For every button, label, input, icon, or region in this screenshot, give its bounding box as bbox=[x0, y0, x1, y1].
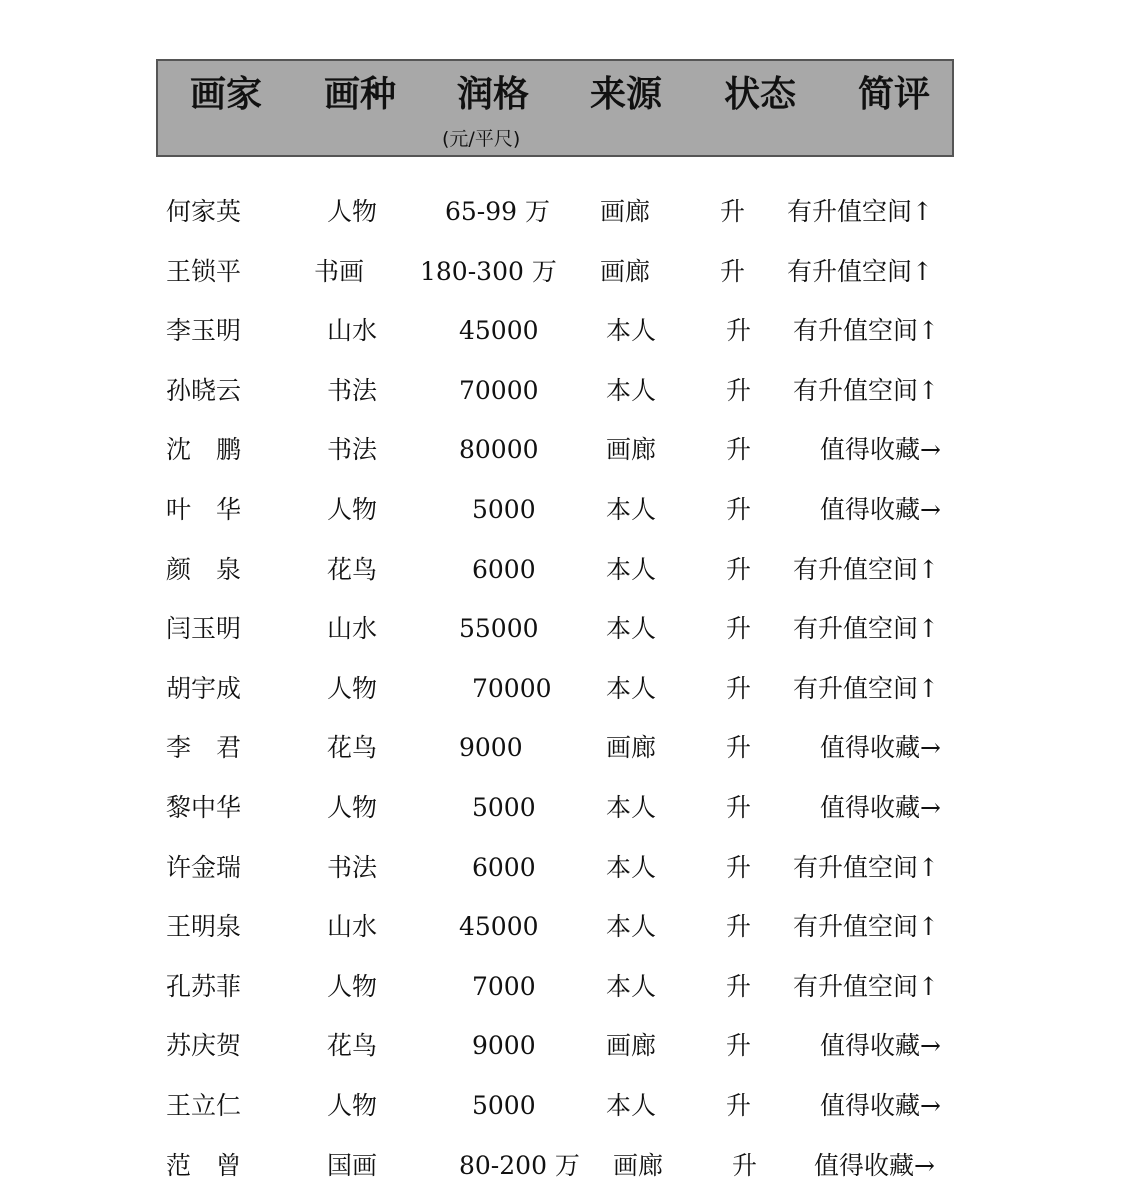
header-source: 来源 bbox=[590, 74, 663, 115]
genre-cell: 花鸟 bbox=[327, 554, 378, 584]
review-cell: 有升值空间↑ bbox=[787, 256, 933, 286]
painter-name-cell: 孔苏菲 bbox=[166, 971, 242, 1001]
price-cell: 5000 bbox=[472, 1090, 536, 1120]
header-status: 状态 bbox=[724, 74, 797, 115]
status-cell: 升 bbox=[720, 197, 746, 226]
table-row bbox=[0, 838, 1126, 898]
genre-cell: 山水 bbox=[327, 614, 378, 644]
painter-name-cell: 沈 鹏 bbox=[166, 435, 242, 465]
painter-name-cell: 王立仁 bbox=[166, 1090, 242, 1120]
status-cell: 升 bbox=[726, 971, 752, 1001]
painter-name-cell: 王明泉 bbox=[166, 912, 242, 942]
genre-cell: 书画 bbox=[314, 256, 365, 286]
painter-name-cell: 何家英 bbox=[166, 197, 242, 226]
review-cell: 有升值空间↑ bbox=[793, 971, 939, 1001]
table-row bbox=[0, 659, 1126, 719]
source-cell: 画廊 bbox=[606, 733, 657, 763]
review-cell: 值得收藏→ bbox=[820, 494, 941, 524]
table-row bbox=[0, 361, 1126, 421]
painter-name-cell: 许金瑞 bbox=[166, 852, 242, 882]
source-cell: 画廊 bbox=[600, 256, 651, 286]
genre-cell: 人物 bbox=[327, 971, 378, 1001]
status-cell: 升 bbox=[726, 494, 752, 524]
table-row bbox=[0, 599, 1126, 659]
source-cell: 画廊 bbox=[606, 1031, 657, 1061]
source-cell: 本人 bbox=[606, 912, 657, 942]
table-row bbox=[0, 718, 1126, 778]
source-cell: 本人 bbox=[606, 1090, 657, 1120]
price-cell: 5000 bbox=[472, 494, 536, 524]
price-cell: 70000 bbox=[472, 673, 552, 703]
painter-name-cell: 王锁平 bbox=[166, 256, 242, 286]
status-cell: 升 bbox=[726, 435, 752, 465]
price-cell: 45000 bbox=[459, 316, 539, 346]
painter-name-cell: 苏庆贺 bbox=[166, 1031, 242, 1061]
price-cell: 45000 bbox=[459, 912, 539, 942]
review-cell: 有升值空间↑ bbox=[793, 316, 939, 346]
table-row bbox=[0, 540, 1126, 600]
table-row bbox=[0, 1016, 1126, 1076]
table-row bbox=[0, 897, 1126, 957]
status-cell: 升 bbox=[726, 554, 752, 584]
source-cell: 本人 bbox=[606, 316, 657, 346]
review-cell: 有升值空间↑ bbox=[793, 912, 939, 942]
genre-cell: 人物 bbox=[327, 1090, 378, 1120]
review-cell: 值得收藏→ bbox=[820, 792, 941, 822]
table-body bbox=[0, 182, 1126, 1195]
status-cell: 升 bbox=[720, 256, 746, 286]
price-cell: 9000 bbox=[472, 1031, 536, 1061]
status-cell: 升 bbox=[732, 1150, 758, 1180]
source-cell: 画廊 bbox=[613, 1150, 664, 1180]
source-cell: 本人 bbox=[606, 792, 657, 822]
header-review: 简评 bbox=[858, 74, 931, 115]
review-cell: 值得收藏→ bbox=[820, 435, 941, 465]
genre-cell: 人物 bbox=[327, 673, 378, 703]
genre-cell: 人物 bbox=[327, 197, 378, 226]
review-cell: 值得收藏→ bbox=[820, 1090, 941, 1120]
table-row bbox=[0, 1076, 1126, 1136]
status-cell: 升 bbox=[726, 792, 752, 822]
table-row bbox=[0, 420, 1126, 480]
source-cell: 本人 bbox=[606, 673, 657, 703]
status-cell: 升 bbox=[726, 1031, 752, 1061]
price-cell: 80000 bbox=[459, 435, 539, 465]
source-cell: 本人 bbox=[606, 494, 657, 524]
genre-cell: 山水 bbox=[327, 316, 378, 346]
review-cell: 值得收藏→ bbox=[814, 1150, 935, 1180]
table-row bbox=[0, 242, 1126, 302]
source-cell: 本人 bbox=[606, 375, 657, 405]
status-cell: 升 bbox=[726, 316, 752, 346]
status-cell: 升 bbox=[726, 614, 752, 644]
status-cell: 升 bbox=[726, 375, 752, 405]
status-cell: 升 bbox=[726, 912, 752, 942]
price-cell: 80-200 万 bbox=[459, 1150, 580, 1180]
genre-cell: 人物 bbox=[327, 494, 378, 524]
price-cell: 7000 bbox=[472, 971, 536, 1001]
genre-cell: 国画 bbox=[327, 1150, 378, 1180]
review-cell: 值得收藏→ bbox=[820, 1031, 941, 1061]
price-cell: 6000 bbox=[472, 852, 536, 882]
review-cell: 有升值空间↑ bbox=[793, 614, 939, 644]
painter-name-cell: 黎中华 bbox=[166, 792, 242, 822]
table-header bbox=[156, 59, 954, 157]
status-cell: 升 bbox=[726, 1090, 752, 1120]
header-price-unit: (元/平尺) bbox=[442, 128, 521, 150]
painter-name-cell: 闫玉明 bbox=[166, 614, 242, 644]
painter-name-cell: 胡宇成 bbox=[166, 673, 242, 703]
review-cell: 有升值空间↑ bbox=[793, 673, 939, 703]
review-cell: 值得收藏→ bbox=[820, 733, 941, 763]
genre-cell: 书法 bbox=[327, 375, 378, 405]
painter-name-cell: 李玉明 bbox=[166, 316, 242, 346]
price-cell: 55000 bbox=[459, 614, 539, 644]
painter-name-cell: 李 君 bbox=[166, 733, 242, 763]
price-cell: 5000 bbox=[472, 792, 536, 822]
status-cell: 升 bbox=[726, 852, 752, 882]
genre-cell: 书法 bbox=[327, 852, 378, 882]
header-price: 润格 bbox=[457, 74, 530, 115]
table-row bbox=[0, 957, 1126, 1017]
review-cell: 有升值空间↑ bbox=[787, 197, 933, 226]
table-row bbox=[0, 301, 1126, 361]
price-cell: 70000 bbox=[459, 375, 539, 405]
painter-name-cell: 范 曾 bbox=[166, 1150, 242, 1180]
price-cell: 65-99 万 bbox=[445, 197, 551, 226]
source-cell: 本人 bbox=[606, 554, 657, 584]
genre-cell: 人物 bbox=[327, 792, 378, 822]
source-cell: 画廊 bbox=[600, 197, 651, 226]
source-cell: 本人 bbox=[606, 852, 657, 882]
table-row bbox=[0, 1136, 1126, 1196]
status-cell: 升 bbox=[726, 733, 752, 763]
source-cell: 本人 bbox=[606, 971, 657, 1001]
painter-name-cell: 颜 泉 bbox=[166, 554, 242, 584]
painter-name-cell: 叶 华 bbox=[166, 494, 242, 524]
painter-name-cell: 孙晓云 bbox=[166, 375, 242, 405]
source-cell: 画廊 bbox=[606, 435, 657, 465]
genre-cell: 山水 bbox=[327, 912, 378, 942]
status-cell: 升 bbox=[726, 673, 752, 703]
table-row bbox=[0, 480, 1126, 540]
price-cell: 9000 bbox=[459, 733, 523, 763]
header-painter: 画家 bbox=[190, 74, 263, 115]
table-row bbox=[0, 778, 1126, 838]
review-cell: 有升值空间↑ bbox=[793, 554, 939, 584]
table-row bbox=[0, 182, 1126, 242]
source-cell: 本人 bbox=[606, 614, 657, 644]
genre-cell: 书法 bbox=[327, 435, 378, 465]
price-cell: 6000 bbox=[472, 554, 536, 584]
genre-cell: 花鸟 bbox=[327, 733, 378, 763]
price-cell: 180-300 万 bbox=[420, 256, 557, 286]
header-genre: 画种 bbox=[324, 74, 397, 115]
genre-cell: 花鸟 bbox=[327, 1031, 378, 1061]
review-cell: 有升值空间↑ bbox=[793, 375, 939, 405]
review-cell: 有升值空间↑ bbox=[793, 852, 939, 882]
